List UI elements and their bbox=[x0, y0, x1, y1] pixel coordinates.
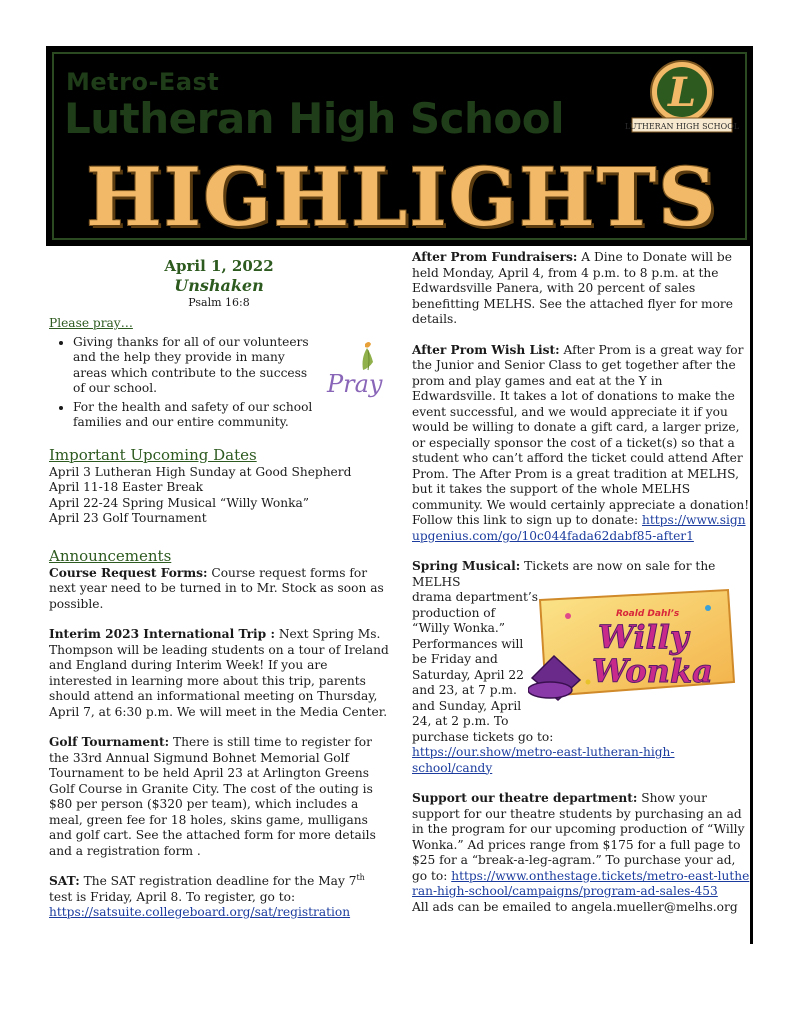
issue-theme: Unshaken bbox=[174, 276, 264, 295]
prayer-heading: Please pray… bbox=[49, 316, 133, 330]
prayer-item: • Giving thanks for all of our volunteers and the help they provide in many areas which contribute to the success of our school. bbox=[73, 335, 318, 397]
theatre-email-line: All ads can be emailed to angela.mueller@melhs.org bbox=[412, 899, 738, 914]
date-item: April 11-18 Easter Break bbox=[49, 480, 203, 494]
date-item: April 22-24 Spring Musical “Willy Wonka” bbox=[49, 495, 309, 510]
newsletter-title: HIGHLIGHTS bbox=[86, 150, 718, 244]
date-item: April 3 Lutheran High Sunday at Good Shepherd bbox=[49, 464, 352, 479]
sat-title: SAT: bbox=[49, 874, 80, 888]
musical-title: Spring Musical: bbox=[412, 559, 521, 573]
left-column bbox=[49, 256, 389, 921]
musical-last-line: purchase tickets go to: bbox=[412, 729, 554, 744]
masthead-frame bbox=[52, 52, 747, 244]
musical-line: and 23, at 7 p.m. bbox=[412, 683, 517, 697]
interim-trip-item bbox=[49, 627, 389, 720]
masthead-banner bbox=[46, 46, 753, 246]
golf-tournament-item bbox=[49, 735, 389, 859]
musical-line: Performances will bbox=[412, 636, 524, 651]
school-name-line1: Metro-East bbox=[66, 68, 220, 96]
sat-body-after: test is Friday, April 8. To register, go to: bbox=[49, 889, 296, 904]
logo-letter: L bbox=[667, 69, 697, 116]
interim-trip-title: Interim 2023 International Trip : bbox=[49, 627, 275, 641]
fundraiser-title: After Prom Fundraisers: bbox=[412, 250, 578, 264]
wishlist-signup-link[interactable]: https://www.signupgenius.com/go/10c044fada62dabf85-after1 bbox=[412, 513, 746, 543]
golf-tournament-title: Golf Tournament: bbox=[49, 735, 170, 749]
fundraiser-item bbox=[412, 250, 750, 328]
sat-item bbox=[49, 874, 389, 921]
musical-line: “Willy Wonka.” bbox=[412, 621, 505, 635]
school-logo bbox=[624, 56, 740, 138]
pray-text: Pray bbox=[327, 370, 383, 398]
musical-body-first: Tickets are now on sale for the MELHS bbox=[412, 559, 716, 589]
dates-list bbox=[49, 465, 389, 527]
logo-caption: LUTHERAN HIGH SCHOOL bbox=[624, 122, 740, 131]
dates-heading: Important Upcoming Dates bbox=[49, 445, 257, 464]
issue-verse: Psalm 16:8 bbox=[188, 296, 250, 309]
theatre-title: Support our theatre department: bbox=[412, 791, 638, 805]
wonka-title-2: Wonka bbox=[592, 652, 713, 690]
theatre-body: Show your support for our theatre students by purchasing an ad in the program for our upcoming production of “Willy Wonka.” Ad prices range from $175 for a full page to $25 for a “break-a-leg-agram.” To purchase your ad, go to: bbox=[412, 791, 745, 883]
musical-line: Saturday, April 22 bbox=[412, 667, 524, 682]
sat-registration-link[interactable]: https://satsuite.collegeboard.org/sat/registration bbox=[49, 905, 351, 919]
fundraiser-body: A Dine to Donate will be held Monday, April 4, from 4 p.m. to 8 p.m. at the Edwardsville Panera, with 20 percent of sales benefitting MELHS. See the attached flyer for more details. bbox=[412, 250, 733, 326]
interim-trip-body: Next Spring Ms. Thompson will be leading students on a tour of Ireland and England during Interim Week! If you are interested in learning more about this trip, parents should attend an informational meeting on Thursday, April 7, at 6:30 p.m. We will meet in the Media Center. bbox=[49, 627, 389, 719]
musical-line: 24, at 2 p.m. To bbox=[412, 714, 509, 728]
prayer-list bbox=[49, 335, 318, 431]
pray-graphic bbox=[321, 338, 387, 400]
willy-wonka-graphic bbox=[528, 586, 738, 704]
school-name-line2: Lutheran High School bbox=[64, 94, 564, 143]
wishlist-title: After Prom Wish List: bbox=[412, 342, 560, 357]
announcements-heading: Announcements bbox=[49, 546, 172, 565]
right-column bbox=[412, 250, 750, 915]
sat-body-before: The SAT registration deadline for the May 7 bbox=[79, 874, 357, 888]
date-item: April 23 Golf Tournament bbox=[49, 511, 207, 525]
wishlist-body: After Prom is a great way for the Junior and Senior Class to get together after the prom and play games and eat at the Y in Edwardsville. It takes a lot of donations to make the event successful, and we would appreciate it if you would be willing to donate a gift card, a larger prize, or especially sponsor the cost of a ticket(s) so that a student who can’t afford the ticket could attend After Prom. The After Prom is a great tradition at MELHS, but it takes the support of the whole MELHS community. We would certainly appreciate a donation! Follow this link to sign up to donate: bbox=[412, 342, 750, 527]
wonka-title-1: Willy bbox=[598, 618, 689, 656]
column-divider bbox=[750, 246, 753, 944]
theatre-ad-link[interactable]: https://www.onthestage.tickets/metro-east-lutheran-high-school/campaigns/program-ad-sales-453 bbox=[412, 868, 750, 898]
golf-tournament-body: There is still time to register for the 33rd Annual Sigmund Bohnet Memorial Golf Tournament to be held April 23 at Arlington Greens Golf Course in Granite City. The cost of the outing is $80 per person ($320 per team), which includes a meal, green fee for 18 holes, skins game, mulligans and golf cart. See the attached form for more details and a registration form . bbox=[49, 735, 376, 858]
course-request-title: Course Request Forms: bbox=[49, 565, 208, 580]
musical-tickets-link[interactable]: https://our.show/metro-east-lutheran-high-school/candy bbox=[412, 745, 675, 775]
course-request-item bbox=[49, 566, 389, 613]
issue-date: April 1, 2022 bbox=[164, 257, 274, 275]
wishlist-item bbox=[412, 343, 750, 545]
course-request-body: Course request forms for next year need to be turned in to Mr. Stock as soon as possible. bbox=[49, 565, 384, 611]
sat-superscript: th bbox=[356, 872, 365, 882]
theatre-item bbox=[412, 791, 750, 900]
musical-line: be Friday and bbox=[412, 652, 498, 666]
musical-line: and Sunday, April bbox=[412, 698, 522, 713]
prayer-item: • For the health and safety of our school families and our entire community. bbox=[73, 400, 318, 431]
musical-line: production of bbox=[412, 605, 496, 620]
wonka-author: Roald Dahl’s bbox=[616, 609, 680, 619]
musical-line: drama department’s bbox=[412, 590, 539, 604]
